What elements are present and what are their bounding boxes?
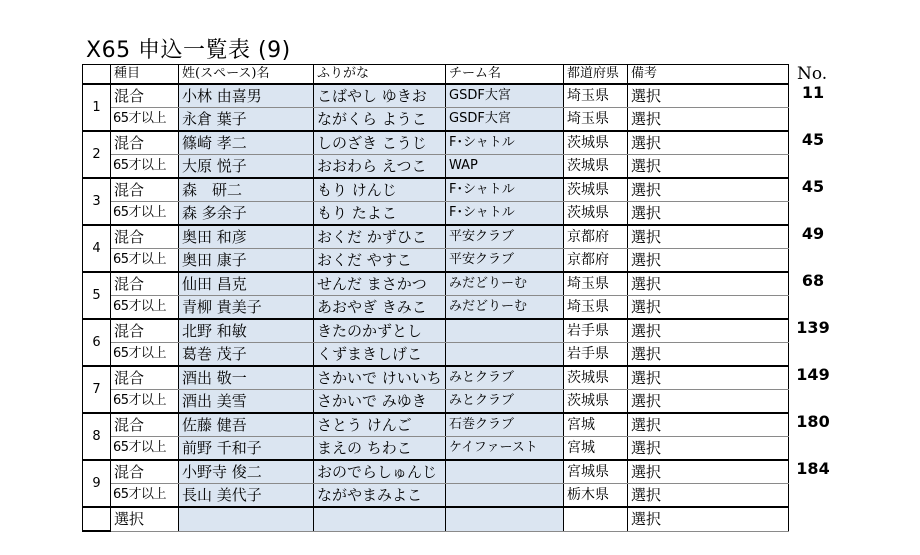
furigana-cell: ながくら ようこ [314,108,446,132]
furigana-cell: あおやぎ きみこ [314,296,446,320]
team-cell: ケイファースト [446,437,564,461]
table-row [83,366,789,390]
name-cell: 仙田 昌克 [179,272,314,296]
name-cell: 森 多余子 [179,202,314,226]
furigana-cell: まえの ちわこ [314,437,446,461]
furigana-cell: こばやし ゆきお [314,84,446,108]
pair-index-cell [83,507,111,531]
table-row [83,225,789,249]
remarks-cell: 選択 [628,272,789,296]
header-index [83,65,111,85]
entry-number: 11 [801,83,825,102]
page-title: X65 申込一覧表 (9) [86,38,291,63]
prefecture-cell: 宮城 [564,437,628,461]
entry-number: 184 [796,459,830,478]
header-name: 姓(スペース)名 [179,65,314,85]
name-cell: 小林 由喜男 [179,84,314,108]
remarks-cell: 選択 [628,249,789,273]
prefecture-cell: 茨城県 [564,366,628,390]
remarks-cell: 選択 [628,84,789,108]
name-cell: 青柳 貴美子 [179,296,314,320]
furigana-cell: もり たよこ [314,202,446,226]
team-cell: 平安クラブ [446,249,564,273]
prefecture-cell: 宮城県 [564,460,628,484]
furigana-cell: おくだ かずひこ [314,225,446,249]
entry-table [82,64,789,532]
pair-index-cell: 7 [83,366,111,413]
prefecture-cell: 茨城県 [564,131,628,155]
table-row [83,108,789,132]
remarks-cell: 選択 [628,225,789,249]
table-row [83,390,789,414]
furigana-cell: おおわら えつこ [314,155,446,179]
name-cell: 奥田 和彦 [179,225,314,249]
name-cell: 森 研二 [179,178,314,202]
furigana-cell: おのでらしゅんじ [314,460,446,484]
header-row [83,65,789,85]
category-cell: 65才以上 [111,343,179,367]
table-row [83,202,789,226]
name-cell: 佐藤 健吾 [179,413,314,437]
category-cell: 混合 [111,272,179,296]
name-cell: 篠崎 孝二 [179,131,314,155]
team-cell: F･シャトル [446,202,564,226]
table-row [83,178,789,202]
team-cell: みとクラブ [446,390,564,414]
remarks-cell: 選択 [628,178,789,202]
category-cell: 混合 [111,366,179,390]
category-cell: 65才以上 [111,296,179,320]
furigana-cell: さかいで みゆき [314,390,446,414]
remarks-cell: 選択 [628,437,789,461]
entry-number: 49 [801,224,825,243]
team-cell: WAP [446,155,564,179]
furigana-cell [314,507,446,531]
pair-index-cell: 9 [83,460,111,507]
prefecture-cell: 岩手県 [564,319,628,343]
team-cell: みだどりーむ [446,296,564,320]
table-row [83,155,789,179]
category-cell: 65才以上 [111,390,179,414]
header-prefecture: 都道府県 [564,65,628,85]
header-furigana: ふりがな [314,65,446,85]
prefecture-cell: 茨城県 [564,202,628,226]
team-cell [446,484,564,508]
name-cell: 北野 和敏 [179,319,314,343]
team-cell: GSDF大宮 [446,84,564,108]
name-cell: 前野 千和子 [179,437,314,461]
remarks-cell: 選択 [628,366,789,390]
prefecture-cell: 埼玉県 [564,108,628,132]
name-cell: 葛巻 茂子 [179,343,314,367]
prefecture-cell: 栃木県 [564,484,628,508]
table-row [83,319,789,343]
name-cell [179,507,314,531]
team-cell [446,507,564,531]
prefecture-cell: 茨城県 [564,178,628,202]
table-row [83,343,789,367]
name-cell: 長山 美代子 [179,484,314,508]
prefecture-cell: 岩手県 [564,343,628,367]
header-remarks: 備考 [628,65,789,85]
furigana-cell: さかいで けいいち [314,366,446,390]
entry-number: 180 [796,412,830,431]
entry-number: 45 [801,130,825,149]
team-cell: F･シャトル [446,178,564,202]
name-cell: 酒出 敬一 [179,366,314,390]
entry-number: 68 [801,271,825,290]
pair-index-cell: 4 [83,225,111,272]
furigana-cell: ながやまみよこ [314,484,446,508]
team-cell: みだどりーむ [446,272,564,296]
table-row [83,507,789,531]
table-row [83,460,789,484]
remarks-cell: 選択 [628,343,789,367]
team-cell [446,343,564,367]
entry-number: 45 [801,177,825,196]
header-team: チーム名 [446,65,564,85]
team-cell: GSDF大宮 [446,108,564,132]
team-cell [446,460,564,484]
table-row [83,84,789,108]
table-row [83,131,789,155]
remarks-cell: 選択 [628,155,789,179]
furigana-cell: しのざき こうじ [314,131,446,155]
furigana-cell: きたのかずとし [314,319,446,343]
pair-index-cell: 2 [83,131,111,178]
prefecture-cell: 茨城県 [564,155,628,179]
entry-number: 139 [796,318,830,337]
table-row [83,413,789,437]
prefecture-cell: 宮城 [564,413,628,437]
header-category: 種目 [111,65,179,85]
remarks-cell: 選択 [628,484,789,508]
category-cell: 混合 [111,319,179,343]
remarks-cell: 選択 [628,507,789,531]
category-cell: 混合 [111,225,179,249]
remarks-cell: 選択 [628,296,789,320]
table-row [83,272,789,296]
table-row [83,484,789,508]
prefecture-cell: 埼玉県 [564,84,628,108]
name-cell: 酒出 美雪 [179,390,314,414]
pair-index-cell: 5 [83,272,111,319]
category-cell: 選択 [111,507,179,531]
furigana-cell: せんだ まさかつ [314,272,446,296]
team-cell: 平安クラブ [446,225,564,249]
pair-index-cell: 6 [83,319,111,366]
furigana-cell: さとう けんご [314,413,446,437]
prefecture-cell: 京都府 [564,225,628,249]
category-cell: 65才以上 [111,202,179,226]
remarks-cell: 選択 [628,131,789,155]
name-cell: 小野寺 俊二 [179,460,314,484]
category-cell: 65才以上 [111,249,179,273]
no-column-header: No. [797,64,828,84]
name-cell: 永倉 葉子 [179,108,314,132]
pair-index-cell: 1 [83,84,111,131]
team-cell: F･シャトル [446,131,564,155]
remarks-cell: 選択 [628,108,789,132]
table-row [83,437,789,461]
table-row [83,249,789,273]
table-row [83,296,789,320]
prefecture-cell: 京都府 [564,249,628,273]
entry-number: 149 [796,365,830,384]
category-cell: 65才以上 [111,155,179,179]
category-cell: 65才以上 [111,484,179,508]
furigana-cell: くずまきしげこ [314,343,446,367]
category-cell: 65才以上 [111,108,179,132]
furigana-cell: もり けんじ [314,178,446,202]
pair-index-cell: 3 [83,178,111,225]
category-cell: 混合 [111,413,179,437]
name-cell: 奥田 康子 [179,249,314,273]
category-cell: 混合 [111,460,179,484]
remarks-cell: 選択 [628,460,789,484]
remarks-cell: 選択 [628,319,789,343]
prefecture-cell: 埼玉県 [564,296,628,320]
remarks-cell: 選択 [628,413,789,437]
team-cell: みとクラブ [446,366,564,390]
prefecture-cell: 埼玉県 [564,272,628,296]
entry-table-body [83,84,789,531]
name-cell: 大原 悦子 [179,155,314,179]
category-cell: 混合 [111,178,179,202]
pair-index-cell: 8 [83,413,111,460]
remarks-cell: 選択 [628,390,789,414]
category-cell: 混合 [111,131,179,155]
team-cell: 石巻クラブ [446,413,564,437]
furigana-cell: おくだ やすこ [314,249,446,273]
team-cell [446,319,564,343]
category-cell: 65才以上 [111,437,179,461]
category-cell: 混合 [111,84,179,108]
remarks-cell: 選択 [628,202,789,226]
prefecture-cell [564,507,628,531]
prefecture-cell: 茨城県 [564,390,628,414]
